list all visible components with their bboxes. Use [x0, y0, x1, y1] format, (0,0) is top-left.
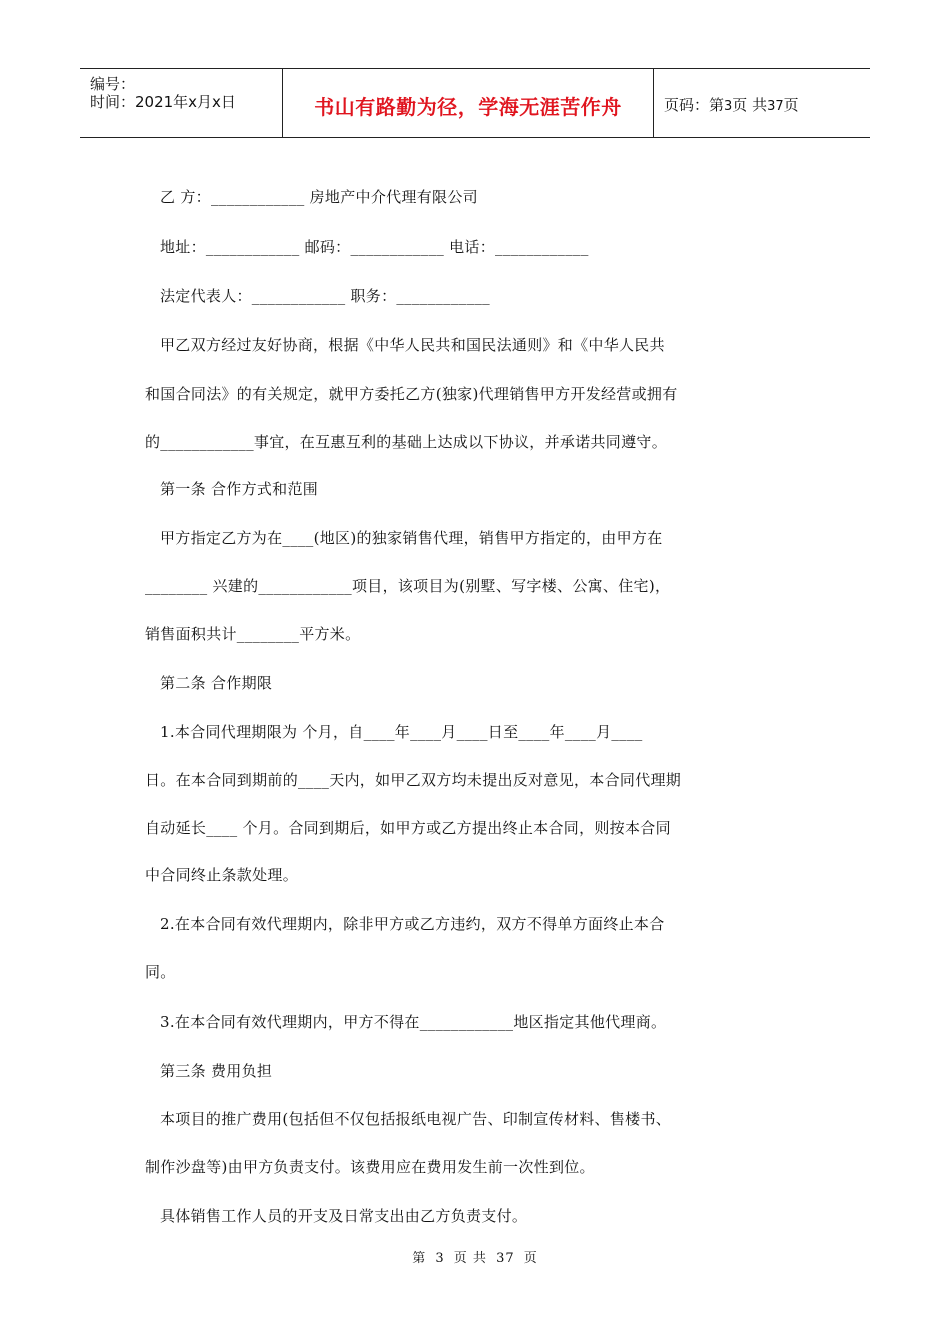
paragraph-line: 同。: [145, 963, 176, 981]
page-footer: [0, 1247, 950, 1266]
paragraph-line: 2.在本合同有效代理期内，除非甲方或乙方违约，双方不得单方面终止本合: [160, 915, 665, 933]
page-header: [80, 68, 870, 138]
paragraph-line: 具体销售工作人员的开支及日常支出由乙方负责支付。: [160, 1207, 528, 1225]
paragraph-line: 本项目的推广费用(包括但不仅包括报纸电视广告、印制宣传材料、售楼书、: [160, 1110, 672, 1128]
header-page-info: [664, 94, 799, 115]
footer-prefix: 第: [412, 1251, 427, 1266]
paragraph-line: 销售面积共计________平方米。: [145, 625, 361, 643]
document-time-label: 时间：2021年x月x日: [90, 93, 236, 111]
header-motto-cell: [283, 69, 654, 137]
address-line: 地址：____________ 邮码：____________ 电话：____________: [160, 238, 589, 256]
page-suffix: 页: [783, 96, 799, 114]
paragraph-line: 制作沙盘等)由甲方负责支付。该费用应在费用发生前一次性到位。: [145, 1158, 595, 1176]
paragraph-line: 3.在本合同有效代理期内，甲方不得在____________地区指定其他代理商。: [160, 1013, 667, 1031]
article-heading: 第一条 合作方式和范围: [160, 480, 319, 498]
paragraph-line: 日。在本合同到期前的____天内，如甲乙双方均未提出反对意见，本合同代理期: [145, 771, 682, 789]
paragraph-line: 甲乙双方经过友好协商，根据《中华人民共和国民法通则》和《中华人民共: [160, 336, 665, 354]
legal-rep-line: 法定代表人：____________ 职务：____________: [160, 287, 490, 305]
header-page-cell: [654, 69, 870, 137]
paragraph-line: 自动延长____ 个月。合同到期后，如甲方或乙方提出终止本合同，则按本合同: [145, 819, 671, 837]
page-mid: 页 共: [732, 96, 768, 114]
party-b-line: 乙 方：____________ 房地产中介代理有限公司: [160, 188, 478, 206]
article-heading: 第二条 合作期限: [160, 674, 273, 692]
paragraph-line: 的____________事宜，在互惠互利的基础上达成以下协议，并承诺共同遵守。: [145, 433, 668, 451]
paragraph-line: 1.本合同代理期限为 个月，自____年____月____日至____年____月____: [160, 723, 643, 741]
paragraph-line: 甲方指定乙方为在____(地区)的独家销售代理，销售甲方指定的，由甲方在: [160, 529, 663, 547]
footer-current-number: 3: [435, 1251, 445, 1266]
page-current-number: 3: [724, 99, 733, 114]
footer-suffix: 页: [523, 1251, 538, 1266]
page-prefix: 页码：第: [664, 96, 725, 114]
paragraph-line: 和国合同法》的有关规定，就甲方委托乙方(独家)代理销售甲方开发经营或拥有: [145, 385, 678, 403]
article-heading: 第三条 费用负担: [160, 1062, 273, 1080]
paragraph-line: 中合同终止条款处理。: [145, 866, 299, 884]
document-number-label: 编号：: [90, 75, 136, 93]
footer-total-number: 37: [496, 1251, 515, 1266]
header-meta-cell: [80, 69, 283, 137]
page-total-number: 37: [767, 99, 784, 114]
footer-mid: 页 共: [453, 1251, 487, 1266]
paragraph-line: ________ 兴建的____________项目，该项目为(别墅、写字楼、公寓、住宅)，: [145, 577, 671, 595]
header-motto: 书山有路勤为径，学海无涯苦作舟: [314, 95, 622, 119]
